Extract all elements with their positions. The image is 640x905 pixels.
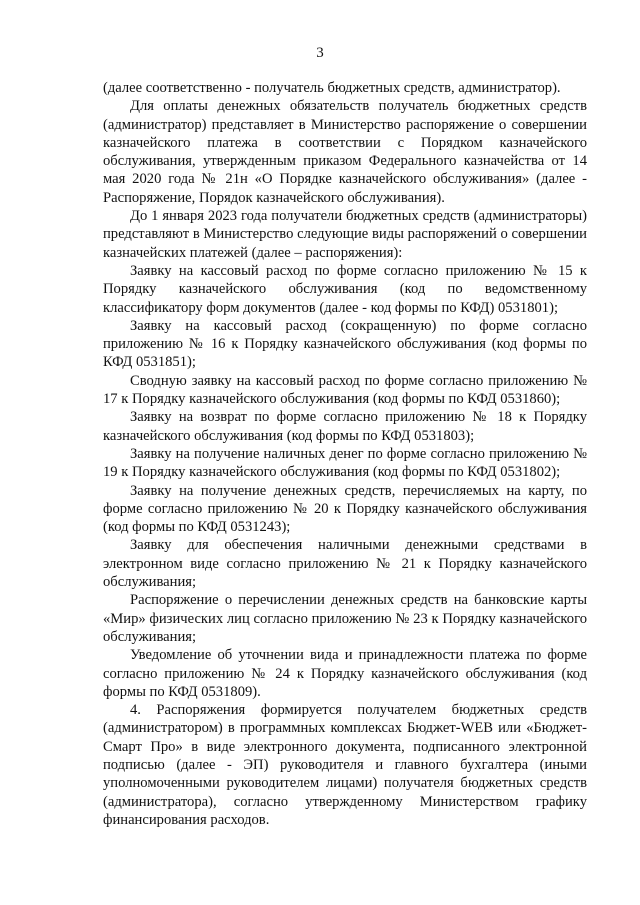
list-item-form-20: Заявку на получение денежных средств, перечисляемых на карту, по форме согласно приложению № 20 к Порядку казначейского обслуживания (код формы по КФД 0531243); — [103, 482, 587, 536]
document-body — [103, 79, 587, 829]
paragraph-section-4: 4. Распоряжения формируется получателем бюджетных средств (администратором) в программных комплексах Бюджет-WEB или «Бюджет-Смарт Про» в виде электронного документа, подписанного электронной подписью (далее - ЭП) руководителя и главного бухгалтера (иными уполномоченными руководителем лицами) получателя бюджетных средств (администратора), согласно утвержденному Министерством графику финансирования расходов. — [103, 702, 587, 828]
page-number: 3 — [316, 45, 324, 61]
list-item-form-23: Распоряжение о перечислении денежных средств на банковские карты «Мир» физических лиц согласно приложению № 23 к Порядку казначейского обслуживания; — [103, 592, 587, 645]
list-item-form-18: Заявку на возврат по форме согласно приложению № 18 к Порядку казначейского обслуживания (код формы по КФД 0531803); — [103, 409, 587, 444]
list-item-form-19: Заявку на получение наличных денег по форме согласно приложению № 19 к Порядку казначейского обслуживания (код формы по КФД 0531802); — [103, 445, 587, 481]
list-item-form-24: Уведомление об уточнении вида и принадлежности платежа по форме согласно приложению № 24 к Порядку казначейского обслуживания (код формы по КФД 0531809). — [103, 647, 587, 700]
paragraph-continuation: (далее соответственно - получатель бюджетных средств, администратор). — [103, 80, 561, 96]
list-item-form-16: Заявку на кассовый расход (сокращенную) по форме согласно приложению № 16 к Порядку казначейского обслуживания (код формы по КФД 0531851); — [103, 317, 587, 371]
list-item-form-17: Сводную заявку на кассовый расход по форме согласно приложению № 17 к Порядку казначейского обслуживания (код формы по КФД 0531860); — [103, 372, 587, 408]
list-item-form-21: Заявку для обеспечения наличными денежными средствами в электронном виде согласно приложению № 21 к Порядку казначейского обслуживания; — [103, 537, 587, 591]
list-item-form-15: Заявку на кассовый расход по форме согласно приложению № 15 к Порядку казначейского обслуживания (код по ведомственному классификатору форм документов (далее - код формы по КФД) 0531801); — [103, 262, 587, 316]
paragraph-payment-order: Для оплаты денежных обязательств получатель бюджетных средств (администратор) представляет в Министерство распоряжение о совершении казначейского платежа в соответствии с Порядком казначейского обслуживания, утвержденным приказом Федерального казначейства от 14 мая 2020 года № 21н «О Порядке казначейского обслуживания» (далее - Распоряжение, Порядок казначейского обслуживания). — [103, 98, 587, 206]
paragraph-order-types-intro: До 1 января 2023 года получатели бюджетных средств (администраторы) представляют в Министерство следующие виды распоряжений о совершении казначейских платежей (далее – распоряжения): — [103, 208, 587, 261]
